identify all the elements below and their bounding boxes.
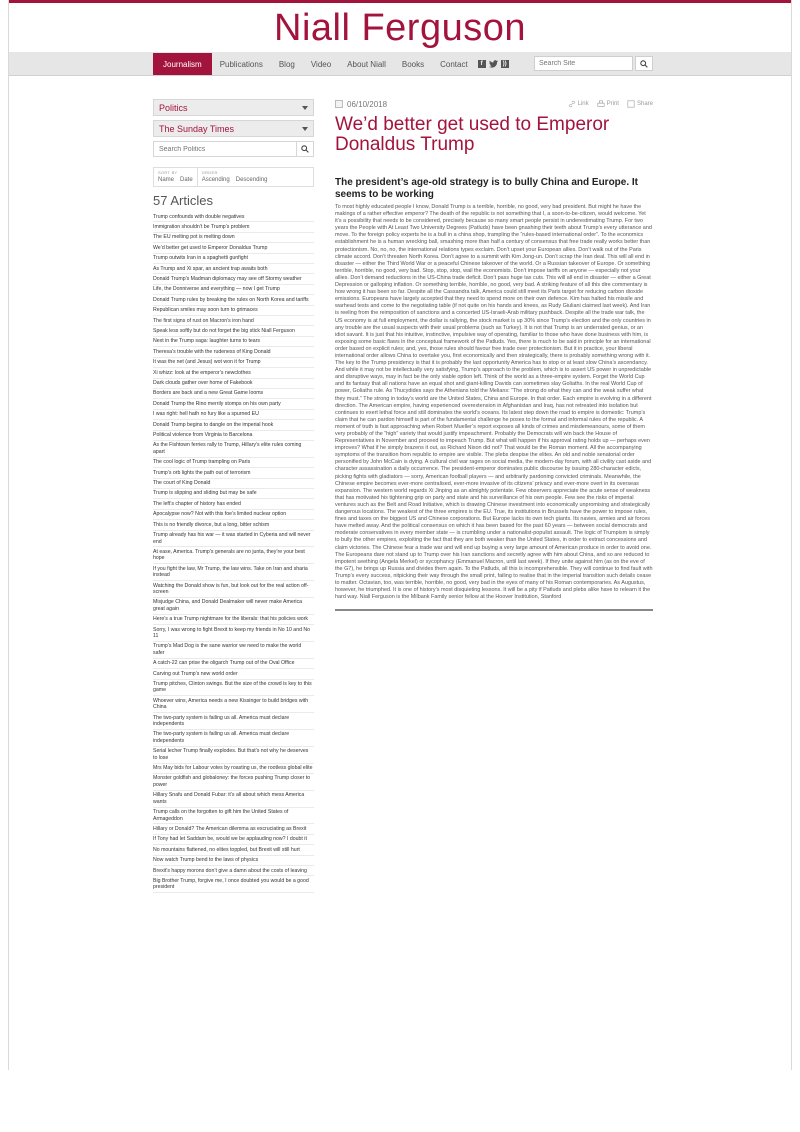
top-accent-bar: [9, 0, 791, 3]
article-list-item[interactable]: Trump’s Mad Dog is the sane warrior we need to make the world safer: [153, 642, 314, 659]
article-meta-row: [335, 97, 653, 111]
articles-count: 57 Articles: [153, 193, 213, 208]
category-select[interactable]: [153, 99, 314, 116]
nav-item-journalism[interactable]: Journalism: [153, 53, 212, 75]
article-list-item[interactable]: Now watch Trump bend to the laws of physics: [153, 856, 314, 866]
nav-item-blog[interactable]: Blog: [278, 59, 295, 69]
article-list-item[interactable]: The EU melting pot is melting down: [153, 233, 314, 243]
twitter-icon[interactable]: [489, 60, 498, 68]
sidebar: [153, 99, 314, 893]
category-select-value: Politics: [159, 102, 188, 113]
order-label: ORDER: [201, 170, 218, 175]
article-list-item[interactable]: Trump is slipping and sliding but may be safe: [153, 489, 314, 499]
article-list-item[interactable]: Political violence from Virginia to Barcelona: [153, 431, 314, 441]
article-tools: [568, 100, 653, 108]
sidebar-search: [153, 141, 314, 157]
article-list-item[interactable]: Trump confounds with double negatives: [153, 212, 314, 222]
article-main: [335, 97, 653, 611]
link-label: Link: [577, 101, 589, 107]
site-search-input[interactable]: [534, 56, 633, 71]
article-list-item[interactable]: A catch-22 can prise the oligarch Trump out of the Oval Office: [153, 659, 314, 669]
nav-item-video[interactable]: Video: [310, 59, 332, 69]
main-nav: [153, 53, 509, 75]
article-list-item[interactable]: Watching the Donald show is fun, but look out for the real action off-screen: [153, 581, 314, 598]
nav-item-contact[interactable]: Contact: [440, 59, 468, 69]
link-button[interactable]: [568, 100, 589, 108]
article-list-item[interactable]: Trump outwits Iran in a spaghetti gunfight: [153, 254, 314, 264]
publication-select-value: The Sunday Times: [159, 123, 235, 134]
print-label: Print: [606, 101, 619, 107]
print-icon: [597, 100, 605, 108]
article-list-item[interactable]: The court of King Donald: [153, 479, 314, 489]
article-date-text: 06/10/2018: [347, 99, 388, 109]
article-list-item[interactable]: Borders are back and a new Great Game looms: [153, 389, 314, 399]
facebook-icon[interactable]: f: [478, 60, 486, 68]
article-list-item[interactable]: We’d better get used to Emperor Donaldus Trump: [153, 243, 314, 253]
article-list-item[interactable]: Carving out Trump’s new world order: [153, 669, 314, 679]
calendar-icon: [335, 100, 343, 108]
sort-name-option[interactable]: Name: [158, 177, 175, 183]
article-list-item[interactable]: Life, the Donniverse and everything — now I get Trump: [153, 285, 314, 295]
article-list-item[interactable]: Apocalypse now? Not with this foe’s limited nuclear option: [153, 510, 314, 520]
article-list-item[interactable]: The two-party system is failing us all. America must declare independents: [153, 713, 314, 730]
article-list-item[interactable]: I was right: hell hath no fury like a spurned EU: [153, 410, 314, 420]
article-body: To most highly educated people I know, Donald Trump is a terrible, horrible, no good, very bad president. But might he have the makings of a rather effective emperor? The death of the republic is not something that I, a soon-to-be-citizen, would welcome. Yet it’s a possibility that needs to be considered, precisely because so many smart people persist in underestimating Trump. For two years the People with At Least Two University Degrees (Patluds) have been gnashing their teeth about Trump’s every utterance and move. To the foreign policy experts he is a bull in a china shop, trampling the “rules-based international order”. To the economics establishment he is a human wrecking ball, smashing more than half a century of consensus that free trade really works better than protectionism. No, no, no, the international relations types exclaim. Don’t upset your European allies. Don’t walk out of the Paris climate accord. Don’t threaten North Korea. Don’t agree to a summit with Kim Jong-un. Don’t scrap the Iran deal. This will all end in disaster — either the Third World War or a peaceful Chinese takeover of the world. Or a Russian takeover of Europe. Or something terrible, horrible, no good, very bad. Stop, stop, stop, wail the economists. Don’t impose tariffs on anyone — especially not your allies. Don’t demand reductions in the US-China trade deficit. Don’t pass huge tax cuts. This will all end in disaster — either a Great Depression or galloping inflation. Or something terrible, horrible, no good, very bad. A striking feature of all this dire commentary is how wrong it has been so far. Despite all the Cassandra talk, America could still meet its Paris target for reducing carbon dioxide emissions. Europeans have largely accepted that they need to spend more on their own defence. Kim has halted his missile and warhead tests and come to the negotiating table (if not quite on his hands and knees, as Rudy Giuliani claimed last week). And Iran is reeling from the reimposition of sanctions and a concerted US-Israeli-Arab military pushback. Despite all the trade war talk, the US economy is at full employment, the dollar is rallying, the stock market is up 30% since Trump’s election and the only countries in any trouble are the usual suspects with their usual problems (such as Turkey). It is not that Trump is an underrated genius, or an idiot savant. It is just that his intuitive, instinctive, impulsive way of operating, familiar to those who have done business with him, is exposing some basic flaws in the conceptual framework of the Patluds. Yes, there is much to be said in principle for an international order based on explicit rules; and, yes, those rules should favour free trade over protectionism. But it in practice, your liberal international order allows China to overtake you, first economically and then strategically, there is probably something wrong with it. The key to the Trump presidency is that it is probably the last opportunity America has to stop or at least slow China’s ascendancy. And while it may not be intellectually very satisfying, Trump’s approach to the problem, which is to assert US power in unpredictable and disruptive ways, may in fact be the only viable option left. Think of the world as a three-empire system. Forget the World Cup and its fantasy that all nations have an equal shot and giant-killing Davids can sometimes slay Goliaths. In the real World Cup of power, Goliaths rule. As Thucydides says the Athenians told the Melians: “The strong do what they can and the weak suffer what they must.” The strong in today’s world are the United States, China and Europe. In that order. Each empire is evolving in a different direction. The American empire, having experienced overextension in Afghanistan and Iraq, has not retreated into isolation but continues to exert lethal force and still dominates the world’s oceans. Its latest step down the road to empire is domestic: Trump’s claim that he can pardon himself is part of the fundamental challenge he poses to the formal and informal rules of the republic. A moment of truth is fast approaching when Robert Mueller’s report exposes all kinds of crimes and misdemeanours, some of them very probably of the “high” variety that would justify impeachment. Probably the Democrats will win back the House of Representatives in November and proceed to impeach Trump. But what will happen if his approval rating holds up — perhaps even improves? What if he simply brazens it out, as Richard Nixon did not? That would be the Roman moment. All the accompanying symptoms of the transition from republic to empire are visible. The plebs despise the elites. An old and noble senatorial order personified by John McCain is dying. A cultural civil war rages on social media, the modern-day forum, with all civility cast aside and character assassination a daily occurrence. The president-emperor dominates public discourse by issuing 280-character edicts, picking fights with gladiators — sorry, American football players — and arbitrarily pardoning convicted criminals. Meanwhile, the Chinese empire becomes ever-more centralised, ever-more invasive of its citizens’ privacy and ever-more overt in its overseas expansion. The western world regards Xi Jinping as an almighty potentate. Few observers appreciate the acute sense of weakness that has motivated his tightening grip on party and state and his surveillance of his own people. Few see the risks of imperial ventures such as the Belt and Road Initiative, which is drawing Chinese investment into economically unpromising and strategically dangerous locations. The weakest of the three empires is the EU. True, its institutions in Brussels have the power to impose rules, fines and taxes on the biggest US and Chinese corporations. But Europe lacks its own tech giants. Its navies, armies and air forces have melted away. And the political consensus on which it has been based for the past 60 years — between social democrats and moderate conservatives in every member state — is crumbling under a nationalist-populist assault. The logic of Trumpism is simply to bully the other empires, exploiting the fact that they are both weaker than the United States, in order to extract concessions and claim victories. The Chinese fear a trade war and will end up buying a very large amount of American produce in order to avoid one. The Europeans dare not stand up to Trump over his Iran sanctions and secretly agree with him about China, and so are reduced to impotent seething (Angela Merkel) or sycophancy (Emmanuel Macron, until last week). If they unite against him (as on the eve of the G7), he brings up Russia and divides them again. To the Patluds, all this is incomprehensible. They will continue to find fault with Trump’s every success, nitpicking their way through the small print, failing to realise that in the imperial transition such details cease to matter. Octavian, too, was terrible, horrible, no good, very bad in the eyes of many of his Roman contemporaries. As Augustus, however, he triumphed. It is one of history’s most disquieting lessons. It will be a pity if Patluds and plebs alike have to relearn it the hard way. Niall Ferguson is the Milbank Family senior fellow at the Hoover Institution, Stanford: [335, 204, 653, 601]
order-ascending-option[interactable]: Ascending: [201, 177, 230, 183]
article-list-item[interactable]: Serial lecher Trump finally explodes. But that’s not why he deserves to lose: [153, 747, 314, 764]
article-list-item[interactable]: Speak less softly but do not forget the big stick Niall Ferguson: [153, 326, 314, 336]
article-list-item[interactable]: Hillary Snafu and Donald Fubar: it’s all about which mess America wants: [153, 791, 314, 808]
sidebar-search-input[interactable]: [154, 142, 296, 156]
nav-item-publications[interactable]: Publications: [219, 59, 263, 69]
article-title: We’d better get used to Emperor Donaldus Trump: [335, 114, 610, 155]
article-list-item[interactable]: The two-party system is failing us all. America must declare independents: [153, 730, 314, 747]
rss-icon[interactable]: )): [502, 61, 507, 67]
article-list-item[interactable]: Here’s a true Trump nightmare for the liberals: that his policies work: [153, 615, 314, 625]
article-list-item[interactable]: Donald Trump the Rino merrily stomps on his own party: [153, 399, 314, 409]
article-list-item[interactable]: Donald Trump begins to dangle on the imperial hook: [153, 420, 314, 430]
site-search-button[interactable]: [635, 56, 653, 71]
publication-select[interactable]: [153, 120, 314, 137]
article-list-item[interactable]: The first signs of rust on Macron’s iron hand: [153, 316, 314, 326]
sort-by-label: SORT BY: [158, 170, 178, 175]
print-button[interactable]: [597, 100, 619, 108]
article-end-divider: [335, 609, 653, 611]
article-list-item[interactable]: Sorry, I was wrong to fight Brexit to keep my friends in No 10 and No 11: [153, 625, 314, 642]
article-list-item[interactable]: Monster goldfish and globaloney: the forces pushing Trump closer to power: [153, 774, 314, 791]
sort-controls: [153, 167, 314, 187]
article-list-item[interactable]: Hillary or Donald? The American dilemma as excruciating as Brexit: [153, 824, 314, 834]
article-subtitle: The president’s age-old strategy is to bully China and Europe. It seems to be working: [335, 177, 639, 200]
article-list-item[interactable]: At ease, America. Trump’s generals are no junta, they’re your best hope: [153, 547, 314, 564]
article-list-item[interactable]: Big Brother Trump, forgive me, I once doubted you would be a good president: [153, 876, 314, 893]
article-list-item[interactable]: Whoever wins, America needs a new Kissinger to build bridges with China: [153, 696, 314, 713]
sidebar-search-button[interactable]: [296, 142, 313, 156]
article-list-item[interactable]: Trump already has his war — it was started in Cyberia and will never end: [153, 531, 314, 548]
article-list-item[interactable]: Misjudge China, and Donald Dealmaker will never make America great again: [153, 598, 314, 615]
article-list-item[interactable]: Immigration shouldn’t be Trump’s problem: [153, 222, 314, 232]
link-icon: [568, 100, 576, 108]
article-list-item[interactable]: No mountains flattened, no elites toppled, but Brexit will still hurt: [153, 845, 314, 855]
article-list-item[interactable]: Brexit’s happy morons don’t give a damn about the costs of leaving: [153, 866, 314, 876]
chevron-down-icon: [302, 127, 308, 131]
article-list-item[interactable]: Theresa’s trouble with the rudeness of King Donald: [153, 347, 314, 357]
search-icon: [640, 60, 648, 68]
sort-date-option[interactable]: Date: [180, 177, 193, 183]
article-list-item[interactable]: As Trump and Xi spar, an ancient trap awaits both: [153, 264, 314, 274]
nav-item-books[interactable]: Books: [401, 59, 425, 69]
article-list-item[interactable]: Trump’s orb lights the path out of terrorism: [153, 468, 314, 478]
article-list-item[interactable]: As the Fishtown ferries rally to Trump, Hillary’s elite rules coming apart: [153, 441, 314, 458]
article-list-item[interactable]: Xi whizz: look at the emperor’s newclothes: [153, 368, 314, 378]
article-list-item[interactable]: It was the net (and Jesus) wot won it for Trump: [153, 358, 314, 368]
article-list-item[interactable]: If you fight the law, Mr Trump, the law wins. Take on Iran and sharia instead: [153, 564, 314, 581]
article-list-item[interactable]: This is no friendly divorce, but a long, bitter schism: [153, 520, 314, 530]
article-list-item[interactable]: Next in the Trump saga: laughter turns to tears: [153, 337, 314, 347]
social-links: [478, 53, 509, 75]
article-list-item[interactable]: If Tony had let Saddam be, would we be applauding now? I doubt it: [153, 835, 314, 845]
article-list-item[interactable]: The left’s chapter of history has ended: [153, 499, 314, 509]
article-date: [335, 100, 387, 109]
nav-item-about[interactable]: About Niall: [347, 59, 386, 69]
sort-by-group: [154, 168, 197, 186]
article-list: [153, 212, 314, 893]
order-descending-option[interactable]: Descending: [235, 177, 268, 183]
order-group: [197, 168, 272, 186]
article-list-item[interactable]: Donald Trump rules by breaking the rules on North Korea and tariffs: [153, 295, 314, 305]
chevron-down-icon: [302, 106, 308, 110]
search-icon: [301, 145, 309, 153]
share-icon: [627, 100, 635, 108]
share-button[interactable]: [627, 100, 653, 108]
article-list-item[interactable]: Trump pitches, Clinton swings. But the size of the crowd is key to this game: [153, 680, 314, 697]
share-label: Share: [636, 101, 653, 107]
article-list-item[interactable]: Donald Trump’s Madman diplomacy may see off Stormy weather: [153, 274, 314, 284]
article-list-item[interactable]: The cool logic of Trump trampling on Paris: [153, 458, 314, 468]
article-list-item[interactable]: Trump calls on the forgotten to gift him the United States of Armageddon: [153, 808, 314, 825]
article-list-item[interactable]: Dark clouds gather over home of Fakebook: [153, 379, 314, 389]
site-title[interactable]: Niall Ferguson: [274, 7, 526, 49]
article-list-item[interactable]: Mrs May bids for Labour votes by roasting us, the rootless global elite: [153, 764, 314, 774]
article-list-item[interactable]: Republican smiles may soon turn to grimaces: [153, 306, 314, 316]
